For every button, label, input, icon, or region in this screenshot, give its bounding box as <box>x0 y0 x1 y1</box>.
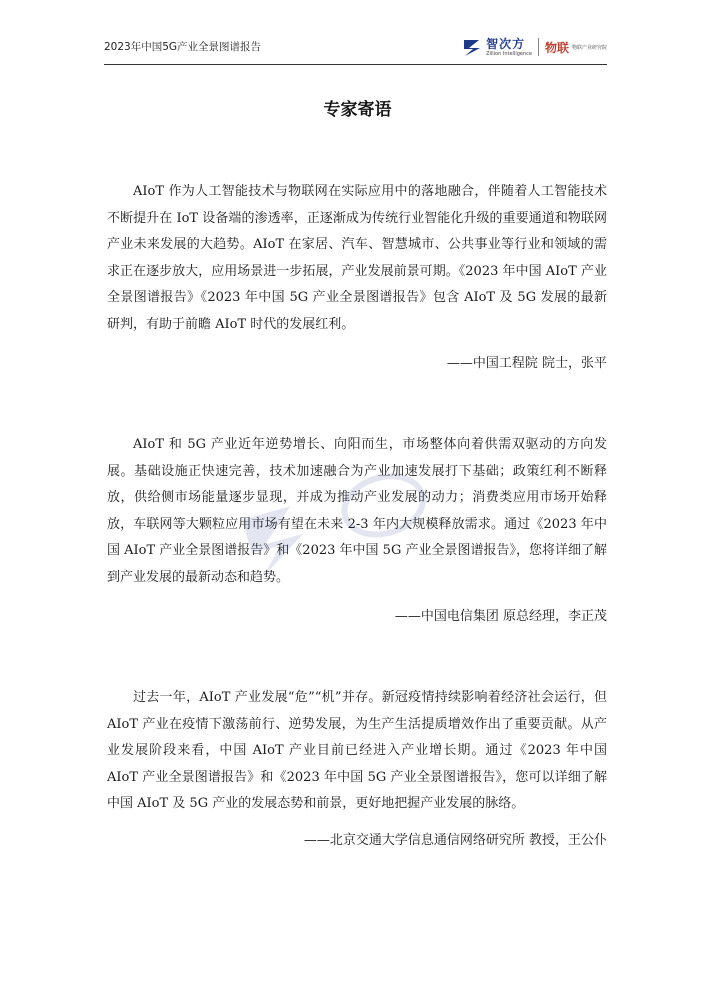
logo1-name: 智次方 <box>486 36 526 51</box>
quote-3-signature: ——北京交通大学信息通信网络研究所 教授，王公仆 <box>303 833 607 848</box>
header-logos <box>461 34 607 60</box>
quote-2-text: AIoT 和 5G 产业近年逆势增长、向阳而生，市场整体向着供需双驱动的方向发展。基础设施正快速完善，技术加速融合为产业加速发展打下基础；政策红利不断释放，供给侧市场能量逐步显现，并成为推动产业发展的动力；消费类应用市场开始释放，车联网等大颗粒应用市场有望在未来 2-3 年内大规模释放需求。通过《2023 年中国 AIoT 产业全景图谱报告》和《2023 年中国 5G 产业全景图谱报告》，您将详细了解到产业发展的最新动态和趋势。 <box>107 437 607 585</box>
wulian-logo <box>545 39 607 56</box>
quote-1-text: AIoT 作为人工智能技术与物联网在实际应用中的落地融合，伴随着人工智能技术不断提升在 IoT 设备端的渗透率，正逐渐成为传统行业智能化升级的重要通道和物联网产业未来发展的大趋势。AIoT 在家居、汽车、智慧城市、公共事业等行业和领域的需求正在逐步放大，应用场景进一步拓展，产业发展前景可期。《2023 年中国 AIoT 产业全景图谱报告》《2023 年中国 5G 产业全景图谱报告》包含 AIoT 及 5G 发展的最新研判，有助于前瞻 AIoT 时代的发展红利。 <box>107 184 607 332</box>
logo1-english: Zillion Intelligence <box>486 50 532 57</box>
quote-2-signature: ——中国电信集团 原总经理，李正茂 <box>394 609 607 624</box>
logo-divider <box>538 38 539 56</box>
quote-3-text: 过去一年，AIoT 产业发展“危”“机”并存。新冠疫情持续影响着经济社会运行，但 AIoT 产业在疫情下激荡前行、逆势发展，为生产生活提质增效作出了重要贡献。从产业发展阶段来看，中国 AIoT 产业目前已经进入产业增长期。通过《2023 年中国 AIoT 产业全景图谱报告》和《2023 年中国 5G 产业全景图谱报告》，您可以详细了解中国 AIoT 及 5G 产业的发展态势和前景，更好地把握产业发展的脉络。 <box>107 690 607 811</box>
logo2-subtitle: 物联产业研究院 <box>571 44 607 51</box>
zhicifang-logo-icon <box>461 36 483 58</box>
quote-1-signature: ——中国工程院 院士，张平 <box>446 356 607 371</box>
page-title: 专家寄语 <box>323 100 392 120</box>
page-header <box>104 30 607 65</box>
zhicifang-logo <box>461 36 532 58</box>
header-title: 2023年中国5G产业全景图谱报告 <box>104 41 262 53</box>
logo2-name: 物联 <box>544 40 569 55</box>
